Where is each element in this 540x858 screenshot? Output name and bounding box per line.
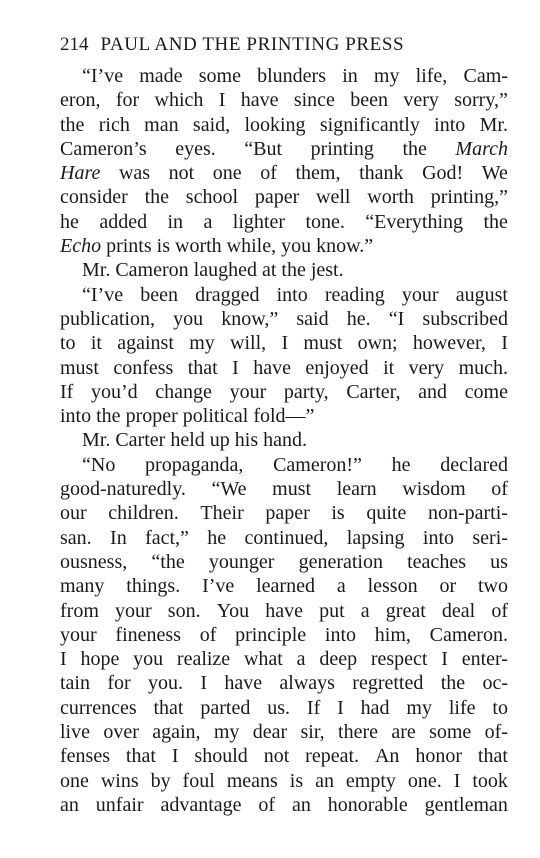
word: him, — [374, 623, 411, 646]
word: should — [194, 745, 248, 768]
word: declared — [440, 453, 508, 476]
word: a — [203, 210, 213, 233]
word: honorable — [327, 793, 408, 816]
word: Cameron. — [429, 623, 508, 646]
word: repeat. — [305, 745, 360, 768]
word: of- — [484, 721, 508, 744]
word: an — [291, 793, 311, 816]
word: I — [218, 89, 226, 112]
word: We — [481, 162, 508, 185]
word: know,” — [221, 307, 279, 330]
word: tain — [60, 672, 90, 695]
word: son. — [167, 599, 201, 622]
word: proper — [125, 405, 178, 428]
word: significantly — [319, 113, 420, 136]
word: “the — [151, 550, 185, 573]
word: it — [383, 356, 395, 379]
word: very — [403, 89, 439, 112]
word: “Everything — [365, 210, 464, 233]
text-line — [60, 210, 508, 234]
word: rich — [98, 113, 130, 136]
text-line — [60, 720, 508, 744]
word: printing — [310, 137, 374, 160]
text-line — [60, 428, 508, 452]
word: “I’ve — [82, 65, 124, 87]
word: said, — [192, 113, 231, 136]
word: in — [342, 65, 358, 87]
word: Cameron’s — [60, 137, 147, 160]
word: eyes. — [175, 137, 216, 160]
word: to — [492, 696, 508, 719]
text-line — [60, 671, 508, 695]
word: your — [229, 380, 267, 403]
text-line — [60, 283, 508, 307]
word: worth — [175, 235, 222, 258]
word: dragged — [195, 283, 260, 306]
word: the — [402, 137, 427, 160]
word: our — [60, 502, 87, 525]
text-line — [60, 185, 508, 209]
word: “I — [388, 307, 405, 330]
word: my — [373, 65, 400, 87]
word: he — [60, 210, 79, 233]
word: up — [209, 429, 230, 452]
word: I — [441, 648, 448, 671]
text-line — [60, 526, 508, 550]
word: into — [276, 283, 308, 306]
word: your — [115, 599, 152, 622]
word: younger — [208, 550, 275, 573]
word: you — [281, 235, 312, 258]
word: must — [303, 332, 343, 355]
word: Mr. — [82, 259, 111, 282]
word: I — [60, 648, 67, 671]
word: In — [110, 526, 127, 549]
word: he — [207, 526, 227, 549]
body-text — [60, 64, 508, 817]
word: against — [117, 332, 174, 355]
word: been — [140, 283, 178, 306]
word: paper — [265, 502, 310, 525]
word: An — [374, 745, 400, 768]
word: that — [153, 696, 184, 719]
word: was — [118, 162, 151, 185]
word: lighter — [232, 210, 286, 233]
word: or — [439, 575, 457, 598]
word: seri- — [472, 526, 508, 549]
word: continued, — [244, 526, 329, 549]
text-line — [60, 88, 508, 112]
word: come — [464, 380, 508, 403]
word: some — [429, 721, 472, 744]
text-line — [60, 744, 508, 768]
word: again, — [152, 721, 201, 744]
word: deep — [319, 648, 358, 671]
word: foul — [182, 769, 215, 792]
running-title: PAUL AND THE PRINTING PRESS — [100, 34, 405, 55]
word: principle — [235, 623, 307, 646]
word: fact,” — [145, 526, 189, 549]
word: had — [360, 696, 390, 719]
word: while, — [226, 235, 277, 258]
word: thank — [359, 162, 404, 185]
word: have — [265, 599, 304, 622]
text-line — [60, 599, 508, 623]
word: of — [258, 793, 276, 816]
word: wins — [100, 769, 139, 792]
word: took — [472, 769, 508, 792]
word: his — [234, 429, 259, 452]
word: March — [455, 137, 508, 160]
word: my — [213, 721, 240, 744]
word: Cameron!” — [273, 453, 362, 476]
word: my — [406, 696, 432, 719]
word: realize — [176, 648, 231, 671]
word: my — [189, 332, 215, 355]
page-number: 214 — [60, 34, 89, 55]
word: you’d — [90, 380, 138, 403]
word: unfair — [95, 793, 144, 816]
word: regretted — [352, 672, 424, 695]
word: “We — [211, 478, 247, 501]
word: ousness, — [60, 550, 128, 573]
word: Cam- — [463, 65, 508, 87]
word: great — [385, 599, 426, 622]
word: currences — [60, 696, 137, 719]
word: jest. — [310, 259, 344, 282]
word: eron, — [60, 89, 101, 112]
text-line — [60, 696, 508, 720]
word: the — [96, 405, 121, 428]
word: into — [422, 526, 455, 549]
word: I — [453, 769, 461, 792]
word: non-parti- — [427, 502, 508, 525]
word: party, — [283, 380, 329, 403]
word: reading — [324, 283, 385, 306]
word: since — [293, 89, 335, 112]
word: looking — [244, 113, 306, 136]
word: quite — [366, 502, 407, 525]
text-line — [60, 550, 508, 574]
word: I — [281, 332, 289, 355]
text-line — [60, 380, 508, 404]
word: God! — [422, 162, 464, 185]
word: children. — [108, 502, 179, 525]
word: are — [391, 721, 416, 744]
word: Hare — [60, 162, 101, 185]
text-line — [60, 623, 508, 647]
word: well — [316, 186, 351, 209]
word: fenses — [60, 745, 110, 768]
word: to — [60, 332, 76, 355]
text-line — [60, 501, 508, 525]
word: I — [337, 696, 344, 719]
text-line — [60, 356, 508, 380]
word: consider — [60, 186, 128, 209]
word: by — [150, 769, 171, 792]
word: an — [60, 793, 79, 816]
word: august — [455, 283, 508, 306]
word: live — [60, 721, 90, 744]
text-line — [60, 574, 508, 598]
word: Cameron — [115, 259, 189, 282]
text-line — [60, 404, 508, 428]
word: many — [60, 575, 105, 598]
word: Mr. — [82, 429, 111, 452]
word: from — [60, 599, 99, 622]
text-line — [60, 453, 508, 477]
word: one — [212, 162, 242, 185]
word: a — [336, 575, 346, 598]
word: generation — [298, 550, 383, 573]
word: learn — [336, 478, 377, 501]
word: hope — [80, 648, 120, 671]
text-line — [60, 331, 508, 355]
word: know.” — [316, 235, 374, 258]
text-line — [60, 477, 508, 501]
word: wisdom — [402, 478, 466, 501]
word: he. — [346, 307, 371, 330]
word: subscribed — [422, 307, 508, 330]
word: your — [401, 283, 439, 306]
word: will, — [230, 332, 267, 355]
word: san. — [60, 526, 92, 549]
word: he — [391, 453, 411, 476]
word: you — [173, 307, 204, 330]
word: Mr. — [479, 113, 508, 136]
word: empty — [345, 769, 396, 792]
word: own; — [357, 332, 398, 355]
word: political — [182, 405, 249, 428]
word: into — [324, 623, 357, 646]
word: them, — [295, 162, 341, 185]
word: some — [198, 65, 241, 87]
word: not — [168, 162, 195, 185]
word: that — [477, 745, 508, 768]
word: lesson — [367, 575, 418, 598]
word: propaganda, — [145, 453, 244, 476]
word: school — [185, 186, 239, 209]
word: printing,” — [430, 186, 508, 209]
word: in — [167, 210, 184, 233]
word: prints — [106, 235, 152, 258]
word: have — [240, 89, 279, 112]
text-line — [60, 647, 508, 671]
word: I — [171, 745, 179, 768]
word: means — [226, 769, 278, 792]
text-line — [60, 258, 508, 282]
word: paper — [254, 186, 300, 209]
text-line — [60, 161, 508, 185]
word: however, — [412, 332, 486, 355]
word: there — [338, 721, 378, 744]
word: gentleman — [424, 793, 508, 816]
text-line — [60, 307, 508, 331]
word: have — [253, 356, 291, 379]
word: said — [296, 307, 329, 330]
word: advantage — [160, 793, 242, 816]
word: have — [224, 672, 263, 695]
word: respect — [370, 648, 428, 671]
word: man — [144, 113, 179, 136]
word: tone. — [305, 210, 345, 233]
word: If — [60, 380, 74, 403]
word: two — [477, 575, 508, 598]
word: added — [99, 210, 148, 233]
word: I — [501, 332, 508, 355]
word: dear — [252, 721, 288, 744]
word: not — [263, 745, 290, 768]
word: must — [60, 356, 99, 379]
word: I — [200, 672, 207, 695]
text-line — [60, 64, 508, 88]
word: the — [440, 672, 466, 695]
word: one — [60, 769, 89, 792]
word: sorry,” — [454, 89, 508, 112]
word: an — [315, 769, 334, 792]
word: you — [133, 648, 164, 671]
word: of — [491, 478, 508, 501]
word: held — [170, 429, 205, 452]
word: life, — [415, 65, 448, 87]
word: I — [232, 356, 239, 379]
word: I’ve — [202, 575, 235, 598]
word: parted — [200, 696, 251, 719]
word: Their — [200, 502, 244, 525]
word: put — [319, 599, 345, 622]
word: things. — [126, 575, 181, 598]
word: over — [103, 721, 139, 744]
word: very — [408, 356, 445, 379]
word: “No — [82, 453, 116, 476]
word: much. — [458, 356, 508, 379]
word: change — [155, 380, 212, 403]
word: laughed — [193, 259, 257, 282]
text-line — [60, 769, 508, 793]
word: the — [144, 186, 169, 209]
word: enjoyed — [305, 356, 369, 379]
text-line — [60, 113, 508, 137]
word: into — [60, 405, 92, 428]
word: oc- — [482, 672, 508, 695]
word: life — [448, 696, 476, 719]
word: one. — [407, 769, 442, 792]
word: been — [350, 89, 389, 112]
word: “I’ve — [82, 283, 124, 306]
word: honor — [415, 745, 462, 768]
word: a — [360, 599, 370, 622]
word: hand. — [263, 429, 307, 452]
word: us — [490, 550, 508, 573]
word: publication, — [60, 307, 155, 330]
word: made — [139, 65, 183, 87]
running-head — [60, 34, 508, 60]
word: of — [491, 599, 508, 622]
word: enter- — [461, 648, 508, 671]
word: of — [199, 623, 217, 646]
word: you. — [147, 672, 183, 695]
word: confess — [113, 356, 174, 379]
word: the — [483, 210, 508, 233]
word: Carter — [115, 429, 166, 452]
word: lapsing — [346, 526, 405, 549]
book-page — [60, 34, 508, 817]
word: fold—” — [253, 405, 315, 428]
word: your — [60, 623, 97, 646]
word: what — [243, 648, 283, 671]
word: us. — [267, 696, 291, 719]
word: that — [125, 745, 156, 768]
word: You — [216, 599, 250, 622]
word: sir, — [300, 721, 325, 744]
word: into — [434, 113, 466, 136]
word: that — [187, 356, 218, 379]
word: fineness — [115, 623, 181, 646]
word: Carter, — [346, 380, 401, 403]
word: and — [418, 380, 448, 403]
word: at — [261, 259, 277, 282]
word: for — [107, 672, 131, 695]
word: “But — [244, 137, 283, 160]
word: the — [60, 113, 85, 136]
word: good-naturedly. — [60, 478, 186, 501]
text-line — [60, 137, 508, 161]
text-line — [60, 234, 508, 258]
word: it — [90, 332, 102, 355]
word: which — [154, 89, 204, 112]
word: Echo — [60, 235, 102, 258]
word: the — [281, 259, 306, 282]
word: a — [296, 648, 306, 671]
word: is — [156, 235, 170, 258]
word: teaches — [407, 550, 466, 573]
word: is — [289, 769, 304, 792]
word: deal — [441, 599, 476, 622]
word: for — [115, 89, 140, 112]
word: worth — [367, 186, 414, 209]
word: If — [306, 696, 321, 719]
text-line — [60, 793, 508, 817]
word: blunders — [257, 65, 327, 87]
word: must — [272, 478, 312, 501]
word: always — [279, 672, 335, 695]
word: is — [331, 502, 345, 525]
word: of — [260, 162, 277, 185]
word: learned — [256, 575, 315, 598]
